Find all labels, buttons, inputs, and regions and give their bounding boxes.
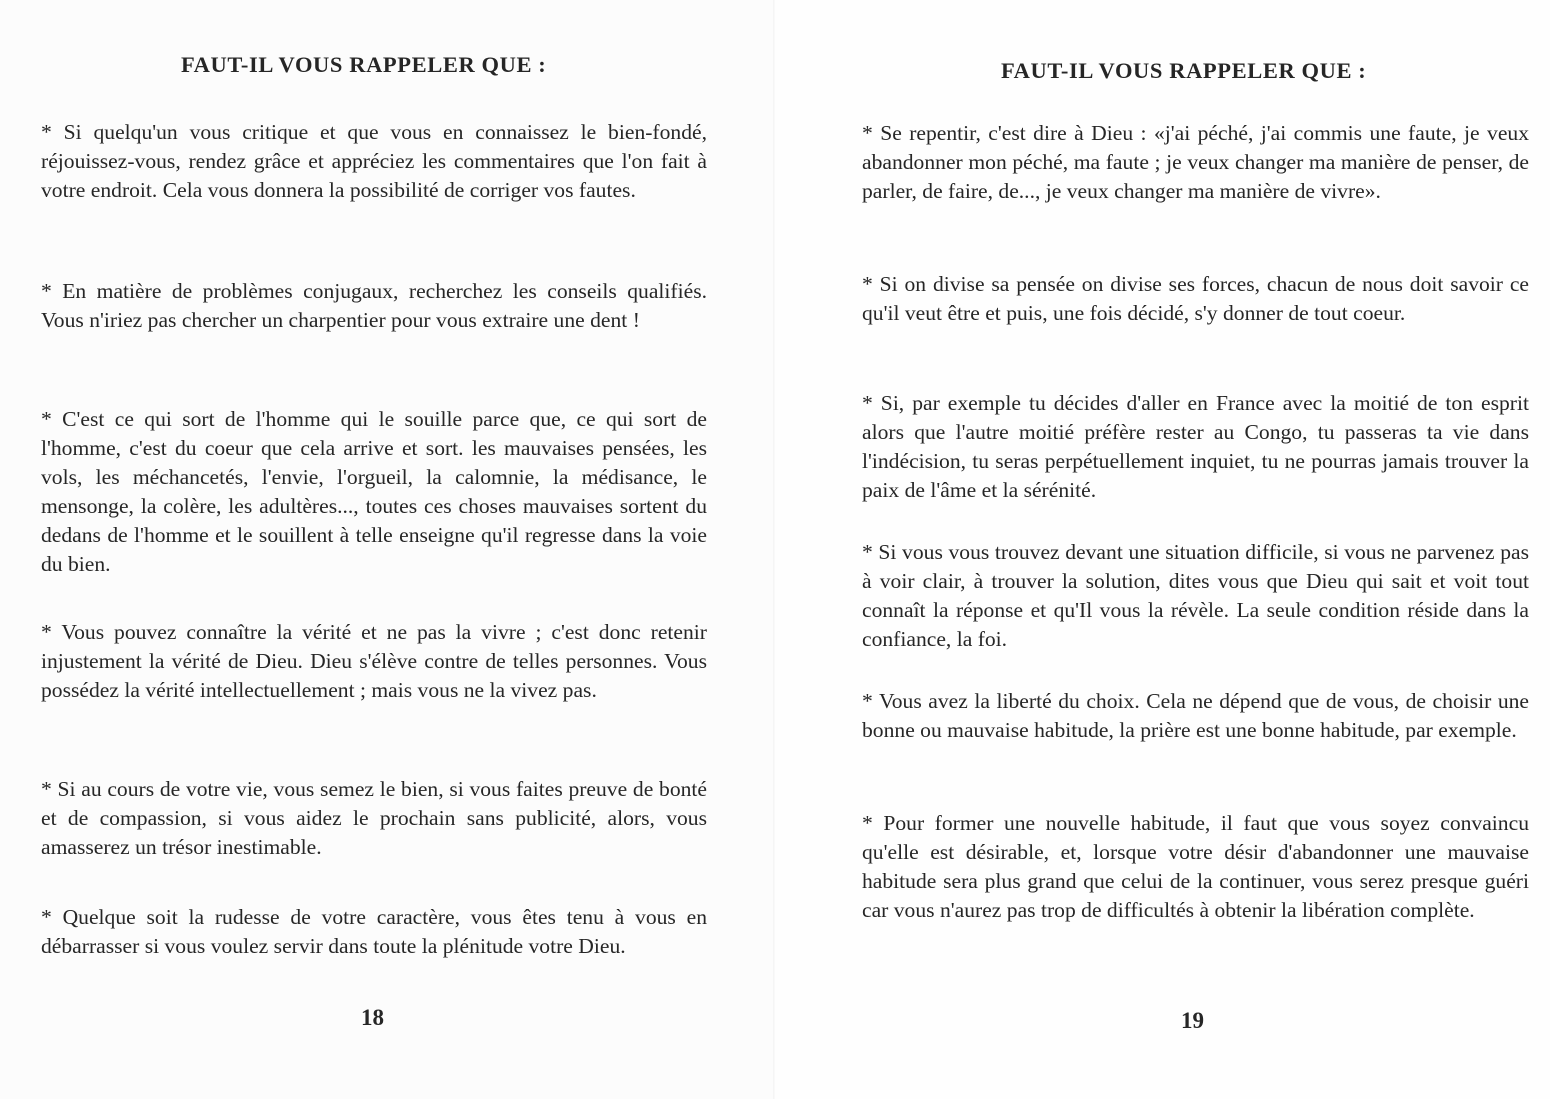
- paragraph: * Si vous vous trouvez devant une situation difficile, si vous ne parvenez pas à voir clair, à trouver la solution, dites vous que Dieu qui sait et voit tout connaît la réponse et qu'Il vous la révèle. La seule condition réside dans la confiance, la foi.: [862, 540, 1529, 651]
- page-number: 18: [361, 1005, 384, 1030]
- paragraph: * Pour former une nouvelle habitude, il faut que vous soyez convaincu qu'elle est désirable, et, lorsque votre désir d'abandonner une mauvaise habitude sera plus grand que celui de la continuer, vous serez presque guéri car vous n'aurez pas trop de difficultés à obtenir la libération complète.: [862, 811, 1529, 922]
- paragraph: * Si, par exemple tu décides d'aller en France avec la moitié de ton esprit alors que l'autre moitié préfère rester au Congo, tu passeras ta vie dans l'indécision, tu seras perpétuellement inquiet, tu ne pourras jamais trouver la paix de l'âme et la sérénité.: [862, 391, 1529, 502]
- page-number: 19: [1181, 1008, 1204, 1033]
- paragraph: * C'est ce qui sort de l'homme qui le souille parce que, ce qui sort de l'homme, c'est du coeur que cela arrive et sort. les mauvaises pensées, les vols, les méchancetés, l'envie, l'orgueil, la calomnie, la médisance, le mensonge, la colère, les adultères..., toutes ces choses mauvaises sortent du dedans de l'homme et le souillent à telle enseigne qu'il regresse dans la voie du bien.: [41, 407, 707, 576]
- right-page: [775, 0, 1550, 1099]
- paragraph: * En matière de problèmes conjugaux, recherchez les conseils qualifiés. Vous n'iriez pas chercher un charpentier pour vous extraire une dent !: [41, 279, 707, 332]
- paragraph: * Si au cours de votre vie, vous semez le bien, si vous faites preuve de bonté et de compassion, si vous aidez le prochain sans publicité, alors, vous amasserez un trésor inestimable.: [41, 777, 707, 859]
- page-heading: FAUT-IL VOUS RAPPELER QUE :: [181, 52, 547, 77]
- paragraph: * Se repentir, c'est dire à Dieu : «j'ai péché, j'ai commis une faute, je veux abandonner mon péché, ma faute ; je veux changer ma manière de penser, de parler, de faire, de..., je veux changer ma manière de vivre».: [862, 121, 1529, 203]
- paragraph: * Vous avez la liberté du choix. Cela ne dépend que de vous, de choisir une bonne ou mauvaise habitude, la prière est une bonne habitude, par exemple.: [862, 689, 1529, 742]
- paragraph: * Quelque soit la rudesse de votre caractère, vous êtes tenu à vous en débarrasser si vous voulez servir dans toute la plénitude votre Dieu.: [41, 905, 707, 958]
- paragraph: * Vous pouvez connaître la vérité et ne pas la vivre ; c'est donc retenir injustement la vérité de Dieu. Dieu s'élève contre de telles personnes. Vous possédez la vérité intellectuellement ; mais vous ne la vivez pas.: [41, 620, 707, 702]
- paragraph: * Si on divise sa pensée on divise ses forces, chacun de nous doit savoir ce qu'il veut être et puis, une fois décidé, s'y donner de tout coeur.: [862, 272, 1529, 325]
- page-heading: FAUT-IL VOUS RAPPELER QUE :: [1001, 58, 1367, 83]
- paragraph: * Si quelqu'un vous critique et que vous en connaissez le bien-fondé, réjouissez-vous, rendez grâce et appréciez les commentaires que l'on fait à votre endroit. Cela vous donnera la possibilité de corriger vos fautes.: [41, 120, 707, 202]
